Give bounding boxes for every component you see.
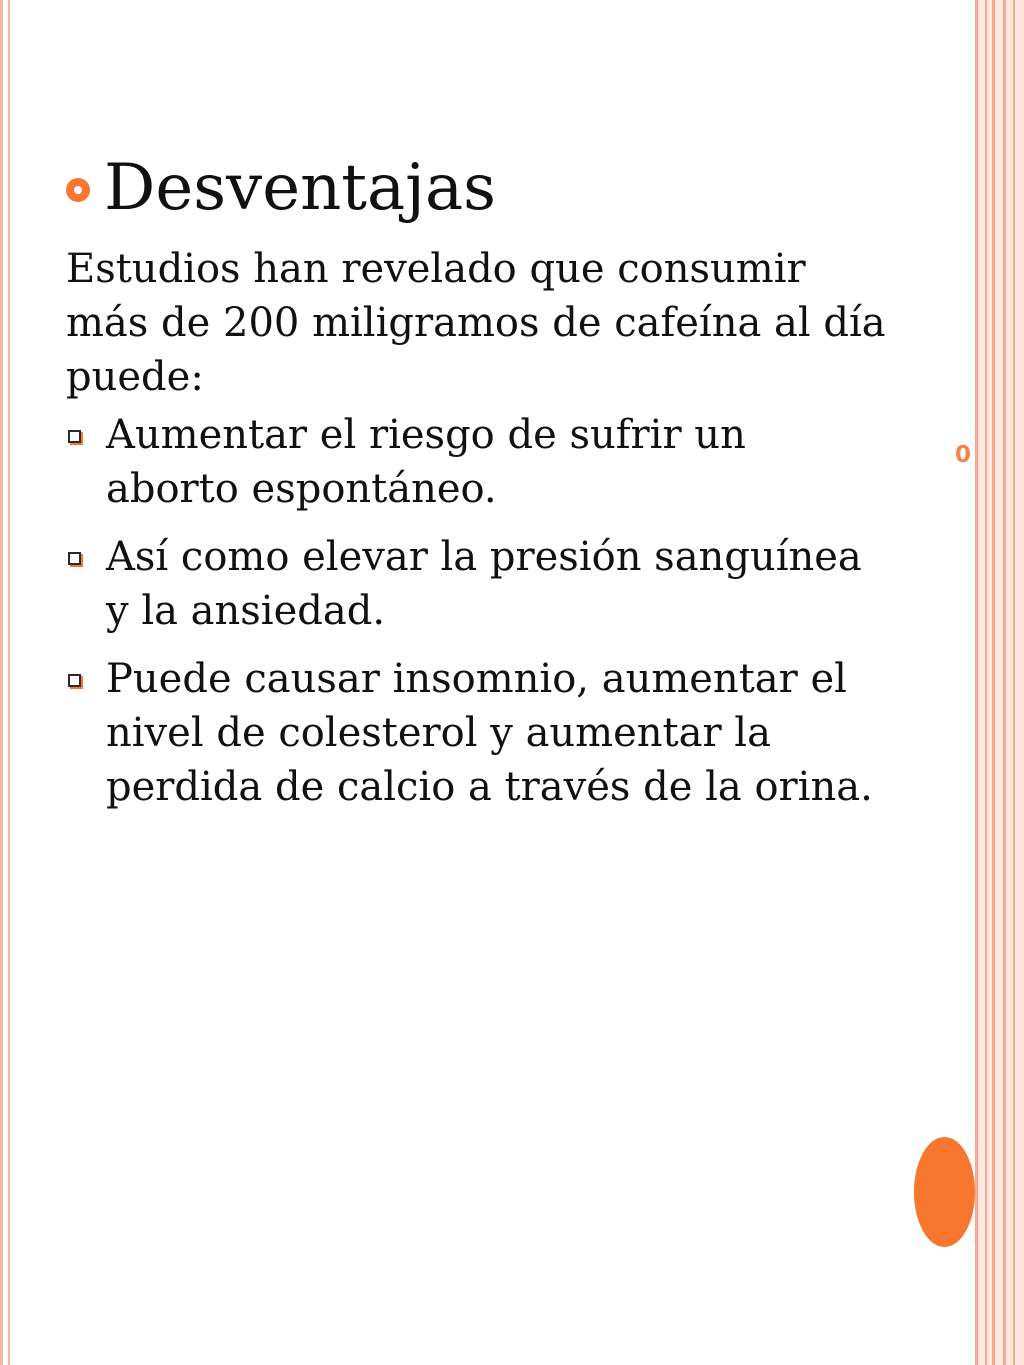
slide-title-row [66, 150, 496, 226]
square-bullet-icon [68, 552, 81, 565]
right-decor-band [975, 0, 1024, 1365]
list-item [66, 530, 886, 638]
right-decor-line-5 [1013, 0, 1015, 1365]
orange-oval-decoration [914, 1137, 975, 1247]
right-decor-line-4 [1003, 0, 1006, 1365]
slide-title: Desventajas [104, 151, 496, 225]
intro-text: Estudios han revelado que consumir más de 200 miligramos de cafeína al día puede: [66, 246, 886, 400]
list-item [66, 408, 886, 516]
square-bullet-icon [68, 430, 81, 443]
orange-ring-icon [66, 178, 90, 202]
list-item [66, 652, 886, 814]
right-decor-line-1 [975, 0, 978, 1365]
slide-content [66, 242, 886, 828]
list-item-text: Así como elevar la presión sanguínea y la ansiedad. [106, 534, 862, 634]
left-decor-line-2 [8, 0, 10, 1365]
list-item-text: Puede causar insomnio, aumentar el nivel de colesterol y aumentar la perdida de calcio a través de la orina. [106, 656, 873, 810]
right-decor-line-2 [985, 0, 987, 1365]
right-decor-line-3 [992, 0, 995, 1365]
slide-number: 0 [954, 442, 971, 468]
list-item-text: Aumentar el riesgo de sufrir un aborto espontáneo. [106, 412, 746, 512]
square-bullet-icon [68, 674, 81, 687]
left-decor-line-1 [0, 0, 3, 1365]
